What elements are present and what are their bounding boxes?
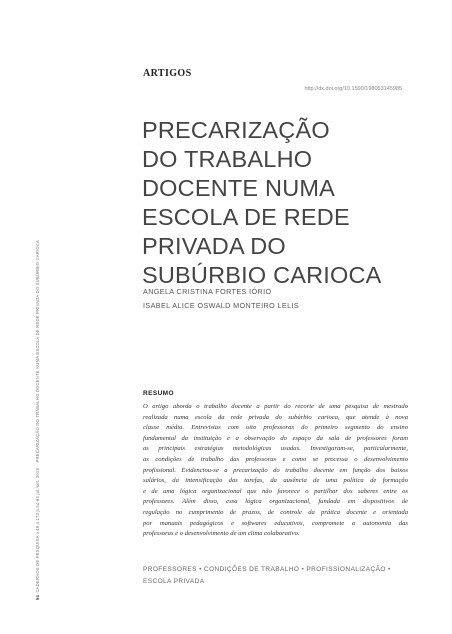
abstract-line: realizada numa escola da rede privada do subúrbio carioca, que atende à nova (143, 413, 408, 421)
title-line: PRECARIZAÇÃO (142, 117, 330, 143)
section-label: ARTIGOS (143, 68, 192, 79)
author-name: ANGELA CRISTINA FORTES IÓRIO (143, 287, 272, 296)
title-line: ESCOLA DE REDE (142, 204, 350, 230)
abstract-line: O artigo aborda o trabalho docente a partir do recorte de uma pesquisa de mestrado (143, 403, 408, 410)
article-title (142, 116, 422, 290)
abstract-line: fundamental da instituição e a observação do espaço da sala de professores foram (143, 434, 408, 442)
abstract-line: as principais estratégias metodológicas usadas. Investigaram-se, particularmente, (143, 445, 408, 453)
keywords-line: PROFESSORES • CONDIÇÕES DE TRABALHO • PROFISSIONALIZAÇÃO • (143, 566, 391, 573)
keywords-line: ESCOLA PRIVADA (143, 578, 205, 585)
abstract-line: as condições de trabalho das professoras e como se processa o desenvolvimento (143, 455, 408, 463)
doi-link[interactable]: http://dx.doi.org/10.1590/198053145985 (304, 86, 402, 92)
vertical-running-header (35, 70, 44, 600)
abstract-line: regulação no cumprimento de prazos, de controle da prática docente e orientada (143, 508, 408, 516)
title-line: DO TRABALHO (142, 146, 313, 172)
abstract-line: e de uma lógica organizacional que não favorece o partilhar dos saberes entre os (143, 487, 408, 495)
page-number: 54 (35, 594, 40, 600)
abstract-line: professoras e o desenvolvimento de um clima colaborativo. (143, 530, 300, 538)
journal-citation: CADERNOS DE PESQUISA v.49 n.173 p.54-84 jul./set. 2019 (35, 468, 40, 593)
keywords (143, 564, 391, 588)
abstract-line: professores. Além disso, essa lógica organizacional, fundada em dispositivos de (143, 498, 408, 506)
author-list (143, 285, 299, 313)
title-line: SUBÚRBIO CARIOCA (142, 262, 382, 288)
abstract-body (143, 402, 408, 540)
running-title: PRECARIZAÇÃO DO TRABALHO DOCENTE NUMA ESCOLA DE REDE PRIVADA DO SUBÚRBIO CARIOCA (35, 239, 40, 463)
author-name: ISABEL ALICE OSWALD MONTEIRO LELIS (143, 301, 300, 310)
abstract-heading: RESUMO (143, 390, 174, 397)
title-line: PRIVADA DO (142, 233, 286, 259)
abstract-line: classe média. Entrevistas com oito professoras do primeiro segmento do ensino (143, 424, 408, 432)
abstract-line: profissional. Evidenciou-se a precarização do trabalho docente em função dos baixos (143, 466, 408, 474)
abstract-line: por manuais pedagógicos e softwares educativos, compromete a autonomia das (143, 519, 408, 527)
abstract-line: salários, da intensificação das tarefas, da ausência de uma política de formação (143, 477, 408, 485)
title-line: DOCENTE NUMA (142, 175, 336, 201)
